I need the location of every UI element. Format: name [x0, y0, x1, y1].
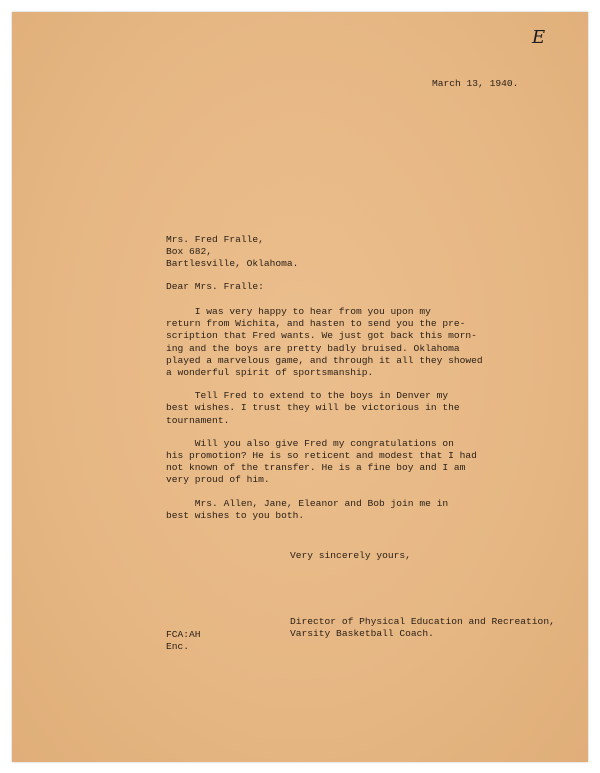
- body-line: best wishes to you both.: [166, 509, 305, 521]
- body-line: I was very happy to hear from you upon my: [166, 306, 431, 317]
- signature-block: [290, 616, 555, 640]
- paragraph: [166, 498, 546, 522]
- body-line: not known of the transfer. He is a fine boy and I am: [166, 462, 466, 474]
- corner-mark: E: [532, 27, 546, 48]
- paragraph: [166, 438, 546, 487]
- recipient-address: [166, 234, 298, 271]
- body-line: ing and the boys are pretty badly bruised. Oklahoma: [166, 342, 460, 354]
- body-line: his promotion? He is so reticent and modest that I had: [166, 450, 477, 462]
- paragraph: [166, 306, 546, 379]
- reference-initials: [166, 629, 201, 653]
- body-line: a wonderful spirit of sportsmanship.: [166, 367, 374, 379]
- body-line: Will you also give Fred my congratulations on: [166, 437, 454, 449]
- address-line: Box 682,: [166, 246, 213, 258]
- address-line: Bartlesville, Oklahoma.: [166, 258, 299, 270]
- body-line: scription that Fred wants. We just got back this morn-: [166, 330, 477, 342]
- body-line: best wishes. I trust they will be victorious in the: [166, 402, 460, 414]
- complimentary-close: Very sincerely yours,: [290, 550, 411, 561]
- salutation: Dear Mrs. Fralle:: [166, 281, 264, 292]
- body-line: very proud of him.: [166, 474, 270, 486]
- body-line: return from Wichita, and hasten to send you the pre-: [166, 318, 466, 330]
- paragraph: [166, 390, 546, 427]
- reference-line: FCA:AH: [166, 629, 201, 640]
- body-line: Tell Fred to extend to the boys in Denver my: [166, 390, 449, 402]
- letter-page: [12, 12, 588, 762]
- body-line: Mrs. Allen, Jane, Eleanor and Bob join me in: [166, 497, 449, 509]
- body-line: tournament.: [166, 414, 230, 426]
- signature-line: Director of Physical Education and Recreation,: [290, 616, 555, 627]
- letter-date: March 13, 1940.: [432, 78, 519, 89]
- reference-line: Enc.: [166, 641, 190, 653]
- letter-body: [166, 306, 546, 533]
- body-line: played a marvelous game, and through it all they showed: [166, 354, 483, 366]
- signature-line: Varsity Basketball Coach.: [290, 628, 434, 640]
- address-line: Mrs. Fred Fralle,: [166, 234, 264, 245]
